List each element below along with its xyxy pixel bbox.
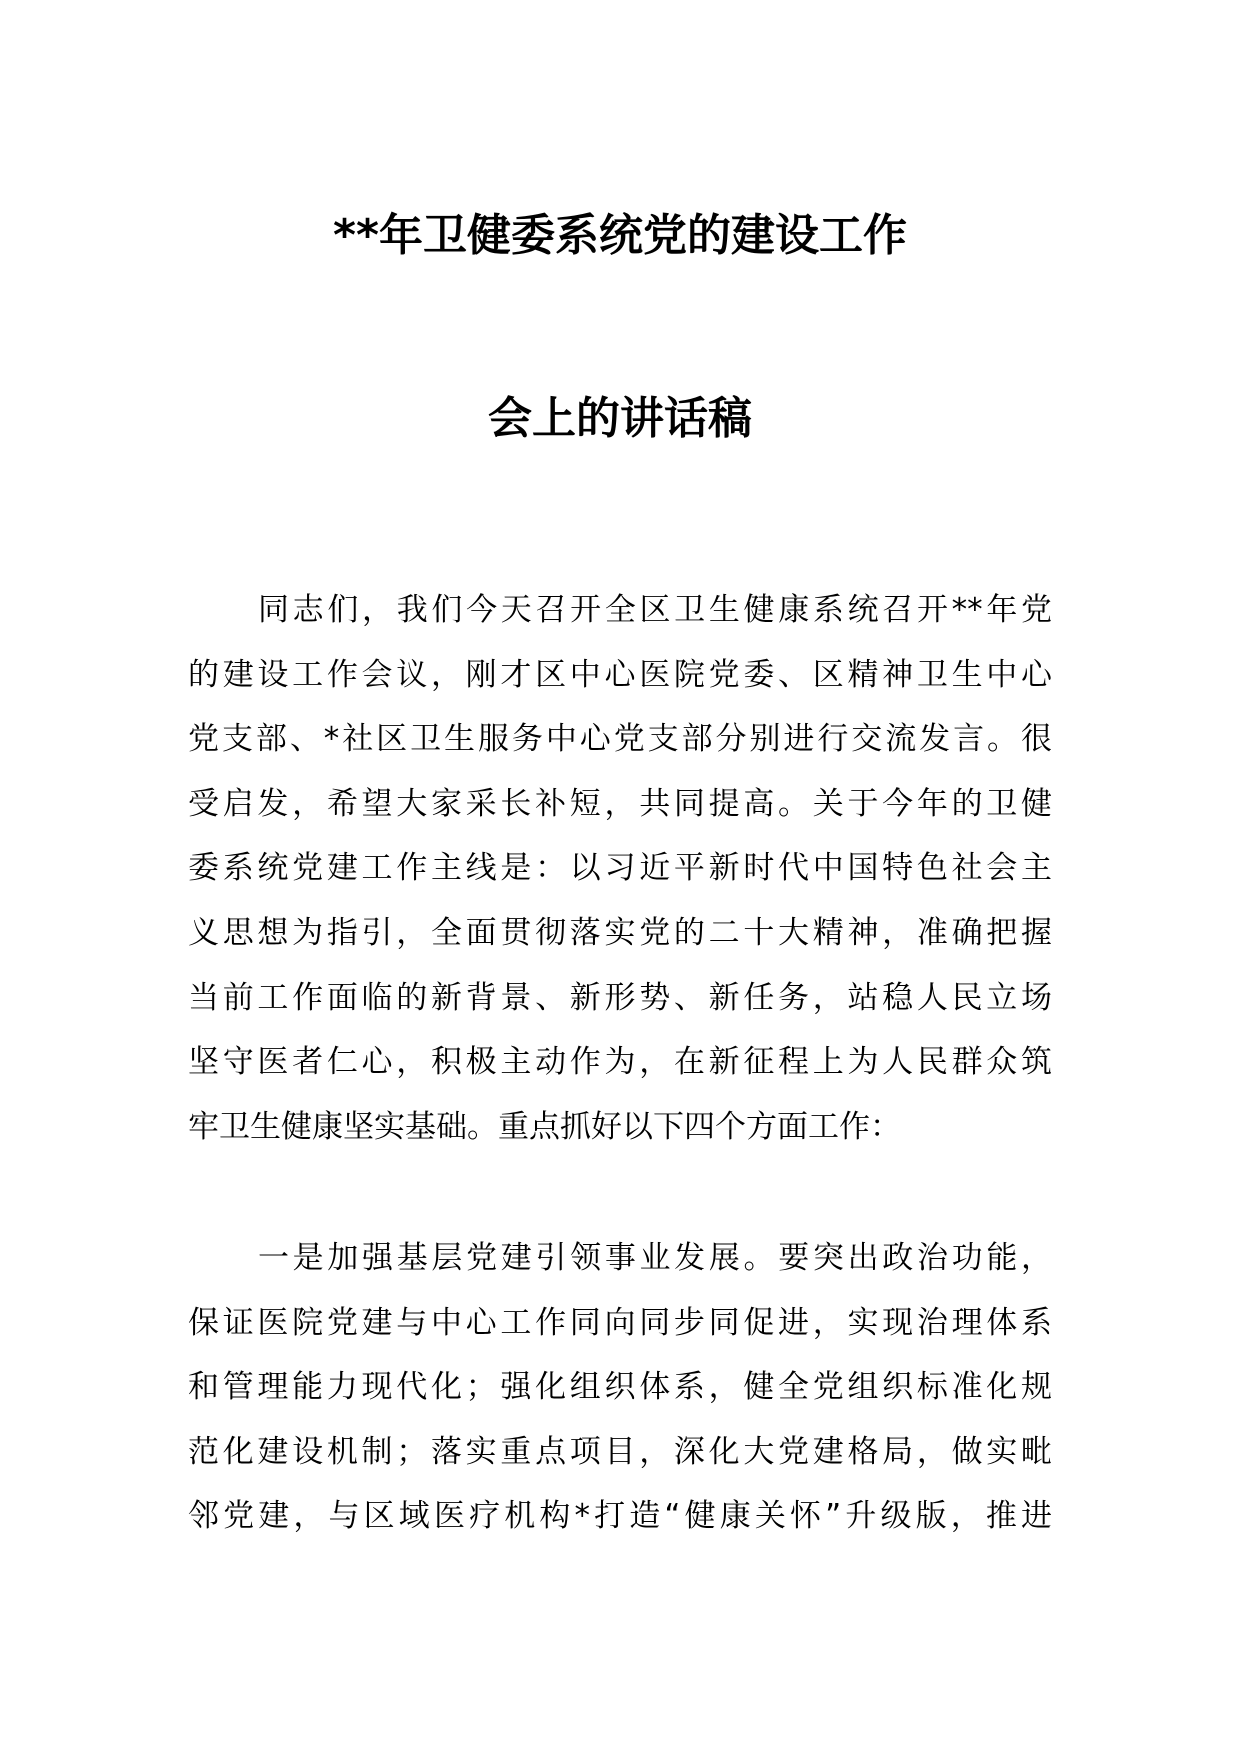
paragraph-line: 义思想为指引，全面贯彻落实党的二十大精神，准确把握 bbox=[188, 914, 1052, 951]
paragraph-opening bbox=[188, 578, 1052, 1159]
paragraph-line: 受启发，希望大家采长补短，共同提高。关于今年的卫健 bbox=[188, 785, 1052, 822]
paragraph-line: 牢卫生健康坚实基础。重点抓好以下四个方面工作： bbox=[188, 1108, 901, 1145]
paragraph-line: 范化建设机制；落实重点项目，深化大党建格局，做实毗 bbox=[188, 1433, 1052, 1470]
paragraph-line: 邻党建，与区域医疗机构*打造“健康关怀”升级版，推进 bbox=[188, 1498, 1052, 1535]
paragraph-line: 保证医院党建与中心工作同向同步同促进，实现治理体系 bbox=[188, 1304, 1052, 1341]
paragraph-line: 同志们，我们今天召开全区卫生健康系统召开**年党 bbox=[258, 592, 1052, 628]
paragraph-line: 一是加强基层党建引领事业发展。要突出政治功能， bbox=[258, 1240, 1052, 1276]
paragraph-line: 和管理能力现代化；强化组织体系，健全党组织标准化规 bbox=[188, 1369, 1052, 1406]
paragraph-line: 当前工作面临的新背景、新形势、新任务，站稳人民立场 bbox=[188, 979, 1052, 1016]
paragraph-line: 委系统党建工作主线是：以习近平新时代中国特色社会主 bbox=[188, 850, 1052, 887]
paragraph-line: 的建设工作会议，刚才区中心医院党委、区精神卫生中心 bbox=[188, 656, 1052, 693]
paragraph-line: 坚守医者仁心，积极主动作为，在新征程上为人民群众筑 bbox=[188, 1044, 1052, 1081]
paragraph-point-one bbox=[188, 1226, 1052, 1549]
document-title-line-1: **年卫健委系统党的建设工作 bbox=[332, 210, 908, 261]
document-title-line-2: 会上的讲话稿 bbox=[488, 393, 752, 444]
paragraph-line: 党支部、*社区卫生服务中心党支部分别进行交流发言。很 bbox=[188, 721, 1052, 758]
